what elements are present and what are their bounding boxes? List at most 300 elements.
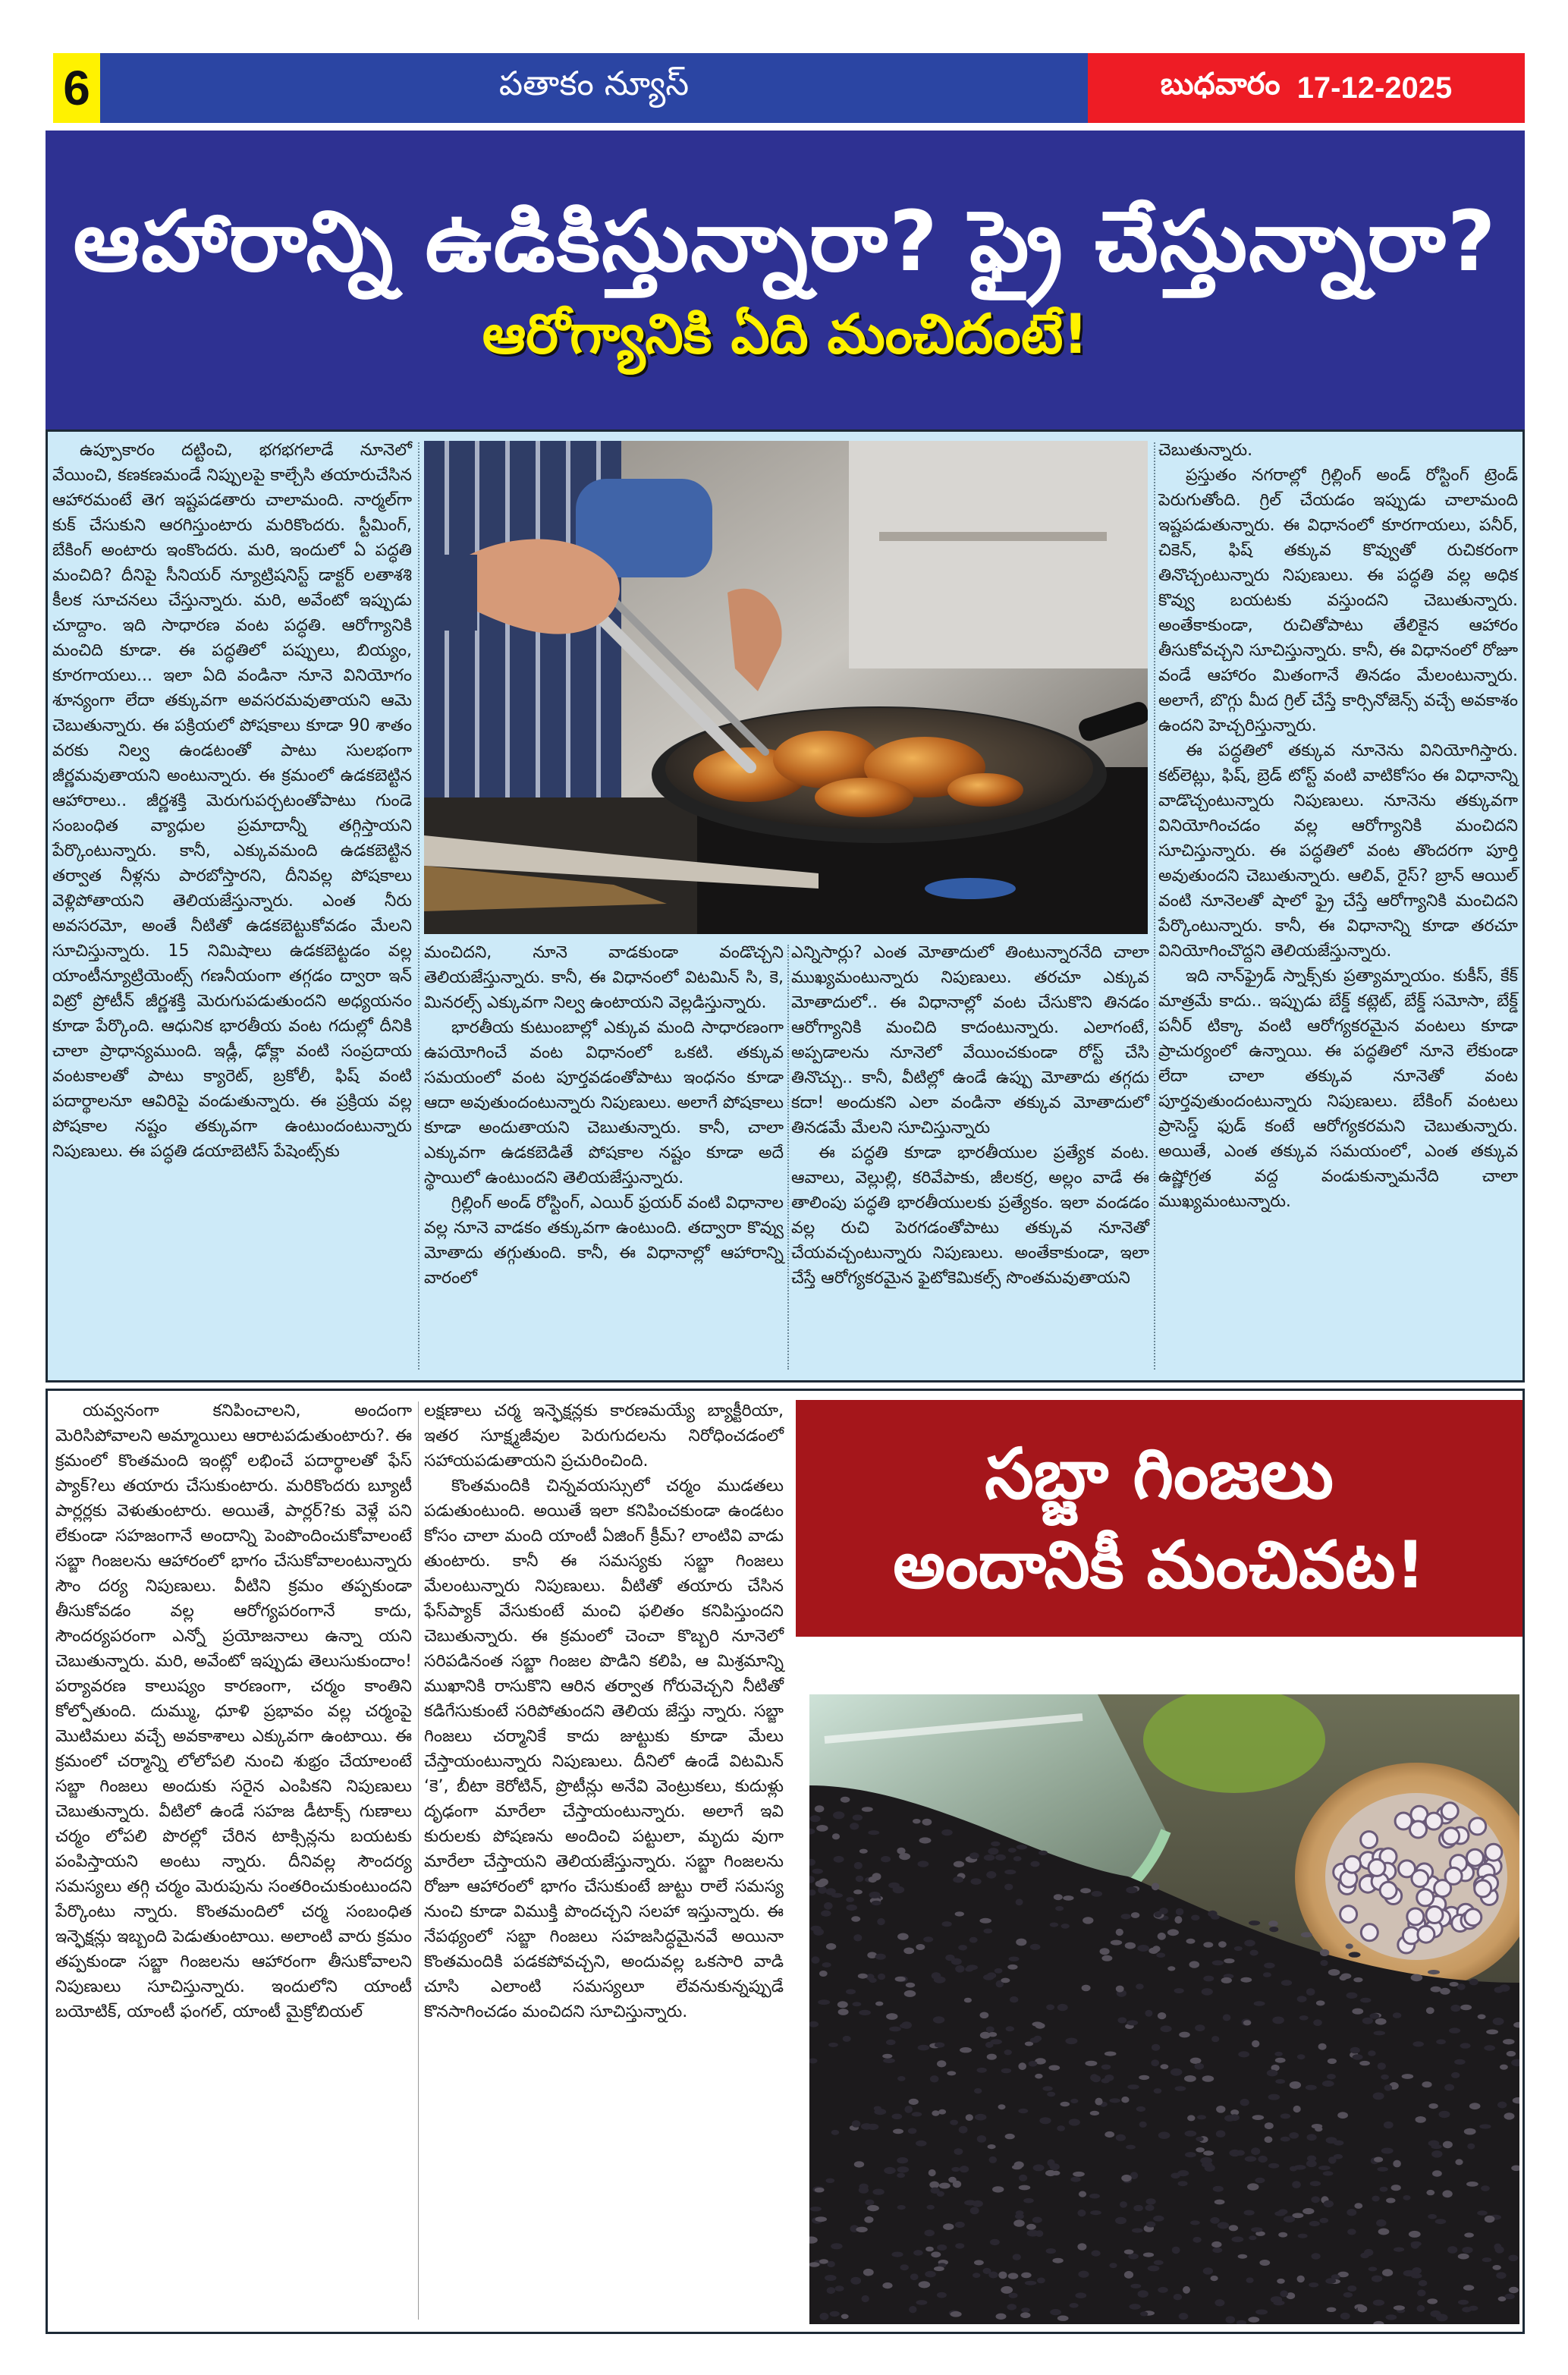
basil-seed [1417, 2289, 1425, 2296]
basil-seed [1484, 2045, 1495, 2050]
basil-seed [1372, 2196, 1379, 2202]
basil-seed [1008, 2273, 1019, 2279]
basil-seed [826, 1943, 836, 1950]
basil-seed [872, 1901, 881, 1905]
basil-seed [988, 2144, 996, 2149]
basil-seed [1394, 2248, 1404, 2252]
basil-seed [893, 2129, 903, 2134]
basil-seed [830, 2311, 840, 2317]
basil-seed [937, 2060, 946, 2067]
basil-seed [1017, 1845, 1027, 1849]
basil-seed [1138, 2290, 1149, 2298]
basil-seed [850, 2277, 861, 2285]
basil-seed [1047, 2092, 1055, 2097]
paragraph: ఈ పద్ధతి కూడా భారతీయుల ప్రత్యేక వంట. ఆవాలు, వెల్లుల్లి, కరివేపాకు, జీలకర్ర, అల్లం వాడే ఈ తాలింపు పద్ధతి భారతీయులకు ప్రత్యేకం. ఇలా వండడం వల్ల రుచి పెరగడంతోపాటు తక్కువ నూనెతో చేయవచ్చంటున్నారు నిపుణులు. అంతేకాకుండా, ఇలా చేస్తే ఆరోగ్యకరమైన ఫైటోకెమికల్స్ సొంతమవుతాయని [791, 1143, 1149, 1288]
basil-seed [931, 2188, 940, 2194]
basil-seed [1131, 1912, 1139, 1918]
basil-seed [1290, 2081, 1301, 2089]
basil-seed [1174, 1916, 1182, 1924]
basil-seed [1386, 2314, 1397, 2320]
basil-seed [1121, 1914, 1131, 1919]
basil-seed [1090, 2074, 1098, 2081]
basil-seed [1140, 2311, 1148, 2316]
basil-seed [1128, 2254, 1139, 2260]
basil-seed [878, 1974, 885, 1980]
soaked-seed [1395, 1813, 1412, 1829]
basil-seed [1455, 2159, 1463, 2165]
basil-seed [1313, 2019, 1322, 2026]
sabja-seeds-article [46, 1389, 1525, 2334]
basil-seed [1426, 2190, 1434, 2195]
basil-seed [846, 1989, 856, 1994]
basil-seed [996, 2314, 1007, 2320]
soaked-seed [1417, 1889, 1434, 1906]
basil-seed [862, 1807, 873, 1812]
basil-seed [1334, 2141, 1343, 2146]
basil-seed [1381, 2075, 1389, 2080]
basil-seed [1349, 1952, 1361, 1957]
basil-seed [908, 2128, 917, 2134]
basil-seed [1427, 2298, 1438, 2304]
basil-seed [1374, 2031, 1386, 2035]
basil-seed [856, 1876, 864, 1882]
basil-seed [974, 2088, 982, 2093]
basil-seed [1391, 2185, 1401, 2191]
basil-seed [1327, 2074, 1336, 2079]
basil-seed [929, 2182, 939, 2188]
basil-seed [964, 2200, 976, 2205]
basil-seed [1021, 2273, 1032, 2279]
basil-seed [1507, 2051, 1516, 2056]
basil-seed [1428, 1970, 1440, 1974]
basil-seed [933, 2016, 944, 2023]
basil-seed [1416, 2116, 1426, 2123]
basil-seed [1105, 2131, 1114, 2138]
basil-seed [1450, 2005, 1460, 2012]
basil-seed [1001, 2286, 1013, 2294]
basil-seed [1493, 2018, 1504, 2025]
basil-seed [1458, 2254, 1469, 2260]
basil-seed [1004, 1870, 1016, 1874]
basil-seed [1467, 2144, 1475, 2150]
basil-seed [1359, 2061, 1370, 2065]
basil-seed [1190, 2058, 1202, 2064]
basil-seed [827, 2261, 835, 2267]
basil-seed [818, 1999, 830, 2005]
basil-seed [1442, 2190, 1452, 2197]
soaked-seed [1340, 1906, 1357, 1923]
basil-seed [1203, 2150, 1214, 2156]
basil-seed [854, 2161, 864, 2167]
basil-seed [865, 2200, 874, 2206]
basil-seed [1297, 2054, 1306, 2059]
basil-seed [1010, 1996, 1018, 2002]
soaked-seed [1344, 1856, 1361, 1873]
basil-seed [1158, 1933, 1166, 1940]
basil-seed [991, 1842, 1000, 1847]
basil-seed [1065, 2038, 1077, 2045]
soaked-seed [1361, 1924, 1378, 1941]
basil-seed [1302, 2208, 1314, 2214]
basil-seed [1494, 1987, 1504, 1993]
soaked-seed [1380, 1882, 1397, 1898]
soaked-seed [1465, 1909, 1482, 1926]
basil-seed [1251, 2147, 1260, 2155]
basil-seed [1299, 2015, 1309, 2020]
basil-seed [1029, 2061, 1038, 2067]
basil-seed [1444, 2084, 1454, 2090]
basil-seed [1216, 2106, 1225, 2113]
basil-seed [1278, 2209, 1287, 2214]
basil-seed [853, 1814, 863, 1820]
basil-seed [897, 1848, 905, 1854]
basil-seed [942, 1921, 952, 1927]
basil-seed [1077, 2210, 1086, 2216]
basil-seed [1019, 2175, 1027, 2182]
basil-seed [843, 2036, 851, 2042]
basil-seed [1101, 2065, 1111, 2070]
basil-seed [1105, 2075, 1114, 2081]
basil-seed [1075, 2292, 1086, 2298]
basil-seed [1280, 2290, 1288, 2297]
basil-seed [1376, 2219, 1386, 2227]
basil-seed [1070, 2177, 1080, 2182]
article-column-1 [52, 438, 412, 1164]
basil-seed [1306, 1988, 1315, 1996]
basil-seed [954, 1861, 964, 1867]
basil-seed [916, 1944, 925, 1950]
basil-seed [960, 2047, 972, 2053]
basil-seed [1254, 2001, 1265, 2005]
basil-seed [901, 2021, 912, 2029]
basil-seed [934, 1977, 946, 1983]
basil-seed [1214, 2299, 1224, 2306]
basil-seed [1269, 1927, 1278, 1932]
basil-seed [1126, 1887, 1137, 1894]
basil-seed [973, 2273, 980, 2278]
article-headline: ఆహారాన్ని ఉడికిస్తున్నారా? ఫ్రై చేస్తున్నారా? [73, 193, 1497, 291]
basil-seed [904, 2106, 913, 2113]
basil-seed [1328, 1969, 1340, 1976]
basil-seed [919, 2281, 931, 2288]
basil-seed [1054, 1894, 1063, 1900]
basil-seed [1197, 2115, 1206, 2119]
basil-seed [1368, 2050, 1376, 2056]
basil-seed [969, 1937, 978, 1943]
basil-seed [897, 2166, 910, 2172]
basil-seed [1482, 2257, 1492, 2262]
basil-seed [1211, 2276, 1218, 2281]
basil-seed [1007, 2304, 1017, 2310]
basil-seed [1016, 1939, 1026, 1946]
basil-seed [1105, 2052, 1117, 2056]
basil-seed [1496, 2272, 1506, 2279]
basil-seed [951, 2167, 960, 2172]
basil-seed [1218, 1941, 1227, 1948]
basil-seed [886, 2013, 897, 2020]
basil-seed [1500, 2065, 1508, 2070]
basil-seed [1265, 2136, 1273, 2143]
basil-seed [815, 2188, 825, 2192]
basil-seed [1023, 2198, 1034, 2204]
basil-seed [909, 2099, 919, 2105]
basil-seed [1070, 2099, 1078, 2103]
basil-seed [1369, 2013, 1379, 2019]
basil-seed [1139, 2122, 1147, 2128]
basil-seed [1411, 1974, 1423, 1982]
basil-seed [918, 1861, 929, 1867]
basil-seed [1477, 2210, 1488, 2215]
basil-seed [1450, 1982, 1459, 1987]
basil-seed [1013, 2219, 1025, 2226]
basil-seed [1403, 2270, 1416, 2276]
basil-seed [1167, 1929, 1179, 1936]
basil-seed [998, 2104, 1006, 2109]
basil-seed [1250, 1950, 1258, 1956]
basil-seed [1146, 2198, 1156, 2204]
basil-seed [969, 1852, 979, 1859]
basil-seed [1322, 2081, 1334, 2087]
basil-seed [1045, 2170, 1056, 2176]
basil-seed [1126, 2145, 1136, 2150]
basil-seed [1267, 2070, 1278, 2077]
basil-seed [1478, 2015, 1486, 2020]
basil-seed [1073, 2172, 1085, 2177]
basil-seed [1268, 2094, 1280, 2100]
basil-seed [1504, 2294, 1515, 2299]
basil-seed [1278, 2232, 1287, 2238]
basil-seed [1176, 1908, 1184, 1915]
basil-seed [1350, 2047, 1360, 2054]
basil-seed [1451, 2072, 1460, 2078]
basil-seed [1050, 2309, 1061, 2315]
basil-seed [833, 1811, 844, 1819]
basil-seed [1185, 2152, 1196, 2157]
basil-seed [1347, 2229, 1356, 2235]
basil-seed [1167, 1966, 1175, 1971]
basil-seed [1178, 2181, 1188, 2186]
basil-seed [903, 1948, 914, 1955]
basil-seed [1085, 2061, 1097, 2066]
basil-seed [1212, 2248, 1222, 2253]
basil-seed [1030, 1944, 1041, 1950]
basil-seed [1116, 2134, 1126, 2141]
basil-seed [1275, 2079, 1285, 2084]
basil-seed [853, 2002, 862, 2006]
basil-seed [827, 2287, 835, 2294]
basil-seed [1258, 2156, 1268, 2163]
basil-seed [990, 2239, 1000, 2245]
basil-seed [1384, 2084, 1393, 2090]
basil-seed [1191, 1915, 1199, 1920]
basil-seed [1462, 2247, 1472, 2254]
basil-seed [930, 2075, 939, 2082]
basil-seed [1298, 2234, 1308, 2238]
basil-seed [1190, 2220, 1200, 2225]
basil-seed [1243, 2020, 1251, 2025]
basil-seed [947, 2071, 956, 2075]
basil-seed [1464, 2128, 1476, 2135]
basil-seed [877, 1918, 885, 1925]
basil-seed [1035, 2074, 1042, 2079]
basil-seed [1440, 1988, 1450, 1995]
basil-seed [1203, 1942, 1213, 1948]
basil-seed [864, 2216, 873, 2223]
basil-seed [1246, 2277, 1254, 2282]
basil-seed [1111, 1940, 1122, 1946]
basil-seed [990, 2039, 1002, 2044]
basil-seed [1132, 2228, 1143, 2232]
basil-seed [1154, 1911, 1161, 1917]
basil-seed [1301, 1932, 1312, 1937]
basil-seed [1211, 2241, 1221, 2248]
basil-seed [815, 2216, 827, 2222]
basil-seed [819, 2259, 828, 2263]
basil-seed [1187, 2115, 1195, 2121]
basil-seed [1193, 2237, 1202, 2243]
basil-seed [826, 2178, 835, 2183]
basil-seed [1007, 1964, 1017, 1970]
paragraph: యవ్వనంగా కనిపించాలని, అందంగా మెరిసిపోవాలని అమ్మాయిలు ఆరాటపడుతుంటారు?. ఈ క్రమంలో కొంతమంది ఇంట్లో లభించే పదార్థాలతో ఫేస్ ప్యాక్?లు తయారు చేసుకుంటారు. మరికొందరు బ్యూటీ పార్లర్లకు వెళుతుంటారు. అయితే, పార్లర్?కు వెళ్లే పని లేకుండా సహజంగానే అందాన్ని పెంపొందించుకోవాలంటే సబ్జా గింజలను ఆహారంలో భాగం చేసుకోవాలంటున్నారు సౌం దర్య నిపుణులు. వీటిని క్రమం తప్పకుండా తీసుకోవడం వల్ల ఆరోగ్యపరంగానే కాదు, సౌందర్యపరంగా ఎన్నో ప్రయోజనాలు ఉన్నా యని చెబుతున్నారు. మరి, అవేంటో ఇప్పుడు తెలుసుకుందాం! పర్యావరణ కాలుష్యం కారణంగా, చర్మం కాంతిని కోల్పోతుంది. దుమ్ము, ధూళి ప్రభావం వల్ల చర్మంపై మొటిమలు వచ్చే అవకాశాలు ఎక్కువగా ఉంటాయి. ఈ క్రమంలో చర్మాన్ని లోలోపలి నుంచి శుభ్రం చేయాలంటే సబ్జా గింజలు అందుకు సరైన ఎంపికని నిపుణులు చెబుతున్నారు. వీటిలో ఉండే సహజ డీటాక్స్ గుణాలు చర్మం లోపలి పొరల్లో చేరిన టాక్సిన్లను బయటకు పంపిస్తాయని అంటు న్నారు. దీనివల్ల సౌందర్య సమస్యలు తగ్గి చర్మం మెరుపును సంతరించుకుంటుందని పేర్కొంటు న్నారు. కొంతమందిలో చర్మ సంబంధిత ఇన్ఫెక్షన్లు ఇబ్బంది పెడుతుంటాయి. అలాంటి వారు క్రమం తప్పకుండా సబ్జా గింజలను ఆహారంగా తీసుకోవాలని నిపుణులు సూచిస్తున్నారు. ఇందులోని యాంటీ బయోటిక్, యాంటీ ఫంగల్, యాంటీ మైక్రోబియల్ [55, 1401, 412, 2021]
basil-seed [1307, 2156, 1316, 2162]
basil-seed [1226, 2316, 1236, 2323]
basil-seed [1493, 2265, 1501, 2270]
basil-seed [1016, 1898, 1023, 1905]
basil-seed [875, 1954, 886, 1960]
basil-seed [992, 2186, 1004, 2192]
basil-seed [1213, 2186, 1224, 2192]
basil-seed [1504, 2112, 1515, 2119]
newspaper-name: పతాకం న్యూస్ [100, 53, 1088, 123]
basil-seed [1378, 2062, 1386, 2069]
basil-seed [1212, 1960, 1224, 1965]
basil-seed [859, 1849, 868, 1854]
basil-seed [1236, 2150, 1245, 2156]
basil-seed [1095, 2098, 1102, 2106]
basil-seed [1124, 2271, 1133, 2279]
basil-seed [951, 1958, 962, 1965]
basil-seed [1428, 2214, 1437, 2219]
cooking-pan-photo-icon [424, 441, 1148, 934]
basil-seed [1275, 2058, 1286, 2063]
basil-seed [1061, 2102, 1070, 2106]
basil-seed [1189, 1961, 1200, 1968]
basil-seed [1001, 1978, 1010, 1983]
basil-seed [988, 1848, 998, 1854]
basil-seed [1364, 2249, 1373, 2256]
basil-seed [1508, 2255, 1518, 2262]
basil-seed [1082, 1985, 1091, 1992]
basil-seed [825, 1888, 835, 1895]
cooking-article [46, 429, 1525, 1383]
basil-seed [1137, 1945, 1149, 1952]
basil-seed [1381, 2148, 1394, 2154]
basil-seed [1354, 2203, 1362, 2209]
basil-seed [1149, 1948, 1158, 1954]
basil-seed [1378, 2229, 1390, 2235]
basil-seed [953, 2181, 961, 2188]
basil-seed [1347, 2285, 1356, 2292]
soaked-seed [1441, 1803, 1458, 1820]
basil-seed [1411, 2241, 1419, 2249]
issue-date: 17-12-2025 [1296, 71, 1453, 105]
basil-seed [900, 2264, 909, 2270]
basil-seed [1018, 2109, 1028, 2113]
basil-seed [1032, 2021, 1043, 2026]
basil-seed [882, 2282, 892, 2288]
basil-seed [1092, 2251, 1101, 2257]
basil-seed [1325, 2278, 1336, 2284]
basil-seed [1428, 2103, 1438, 2109]
basil-seed [922, 1819, 932, 1826]
basil-seed [1148, 2266, 1160, 2272]
basil-seed [1055, 1906, 1064, 1911]
basil-seed [998, 2272, 1007, 2279]
basil-seed [1229, 2225, 1238, 2231]
basil-seed [955, 1965, 964, 1973]
basil-seed [975, 2114, 987, 2121]
article-column-2 [424, 1398, 784, 2024]
basil-seed [853, 1934, 862, 1941]
basil-seed [828, 2043, 838, 2047]
paragraph: గ్రిల్లింగ్ అండ్ రోస్టింగ్, ఎయిర్ ఫ్రయర్ వంటి విధానాల వల్ల నూనె వాడకం తక్కువగా ఉంటుంది. తద్వారా కొవ్వు మోతాదు తగ్గుతుంది. కానీ, ఈ విధానాల్లో ఆహారాన్ని వారంలో [424, 1194, 784, 1288]
basil-seed [825, 2275, 837, 2281]
basil-seed [882, 2054, 892, 2059]
basil-seed [1320, 2218, 1329, 2223]
basil-seed [935, 2043, 944, 2048]
basil-seed [1327, 2307, 1337, 2312]
basil-seed [1382, 2269, 1393, 2276]
basil-seed [1268, 2163, 1279, 2169]
basil-seed [1259, 2260, 1270, 2266]
basil-seed [812, 1869, 823, 1874]
article-column-3 [791, 940, 1149, 1291]
basil-seed [931, 2251, 941, 2257]
basil-seed [1469, 1979, 1478, 1986]
basil-seed [913, 1819, 921, 1823]
basil-seed [841, 1797, 850, 1803]
basil-seed [835, 2285, 844, 2292]
basil-seed [1232, 2236, 1244, 2242]
basil-seed [868, 1830, 879, 1835]
basil-seed [1184, 2075, 1196, 2082]
basil-seed [815, 1805, 825, 1812]
basil-seed [1297, 2276, 1305, 2282]
basil-seed [1124, 2250, 1134, 2254]
basil-seed [897, 2076, 906, 2081]
soaked-seed [1445, 1867, 1462, 1884]
basil-seed [1117, 2018, 1127, 2024]
basil-seed [1449, 2027, 1460, 2033]
basil-seeds-jar-photo [809, 1694, 1519, 2324]
basil-seed [1386, 2198, 1395, 2204]
basil-seed [1252, 2040, 1259, 2047]
basil-seed [1324, 2200, 1334, 2207]
basil-seed [960, 2166, 969, 2172]
basil-seed [1426, 2007, 1434, 2014]
soaked-seed [1425, 1813, 1442, 1829]
basil-seed [886, 2040, 896, 2046]
basil-seed [939, 2183, 951, 2189]
paragraph: ప్రస్తుతం నగరాల్లో గ్రిల్లింగ్ అండ్ రోస్టింగ్ ట్రెండ్ పెరుగుతోంది. గ్రిల్ చేయడం ఇప్పుడు చాలామంది ఇష్టపడుతున్నారు. ఈ విధానంలో కూరగాయలు, పనీర్, చికెన్, ఫిష్ తక్కువ కొవ్వుతో రుచికరంగా తినొచ్చంటున్నారు నిపుణులు. ఈ పద్ధతి వల్ల అధిక కొవ్వు బయటకు వస్తుందని చెబుతున్నారు. అంతేకాకుండా, రుచితోపాటు తేలికైన ఆహారం తీసుకోవచ్చని సూచిస్తున్నారు. కానీ, ఈ విధానంలో రోజూ వండే ఆహారం మితంగానే తినడం మేలంటున్నారు. అలాగే, బొగ్గు మీద గ్రిల్ చేస్తే కార్సినోజెన్స్ వచ్చే అవకాశం ఉందని హెచ్చరిస్తున్నారు. [1158, 466, 1518, 735]
basil-seed [1402, 2074, 1414, 2079]
basil-seed [977, 2135, 986, 2143]
basil-seed [818, 1886, 827, 1894]
basil-seed [1008, 1848, 1017, 1852]
basil-seed [955, 1911, 964, 1916]
basil-seed [1013, 1856, 1022, 1861]
basil-seed [958, 1945, 967, 1950]
